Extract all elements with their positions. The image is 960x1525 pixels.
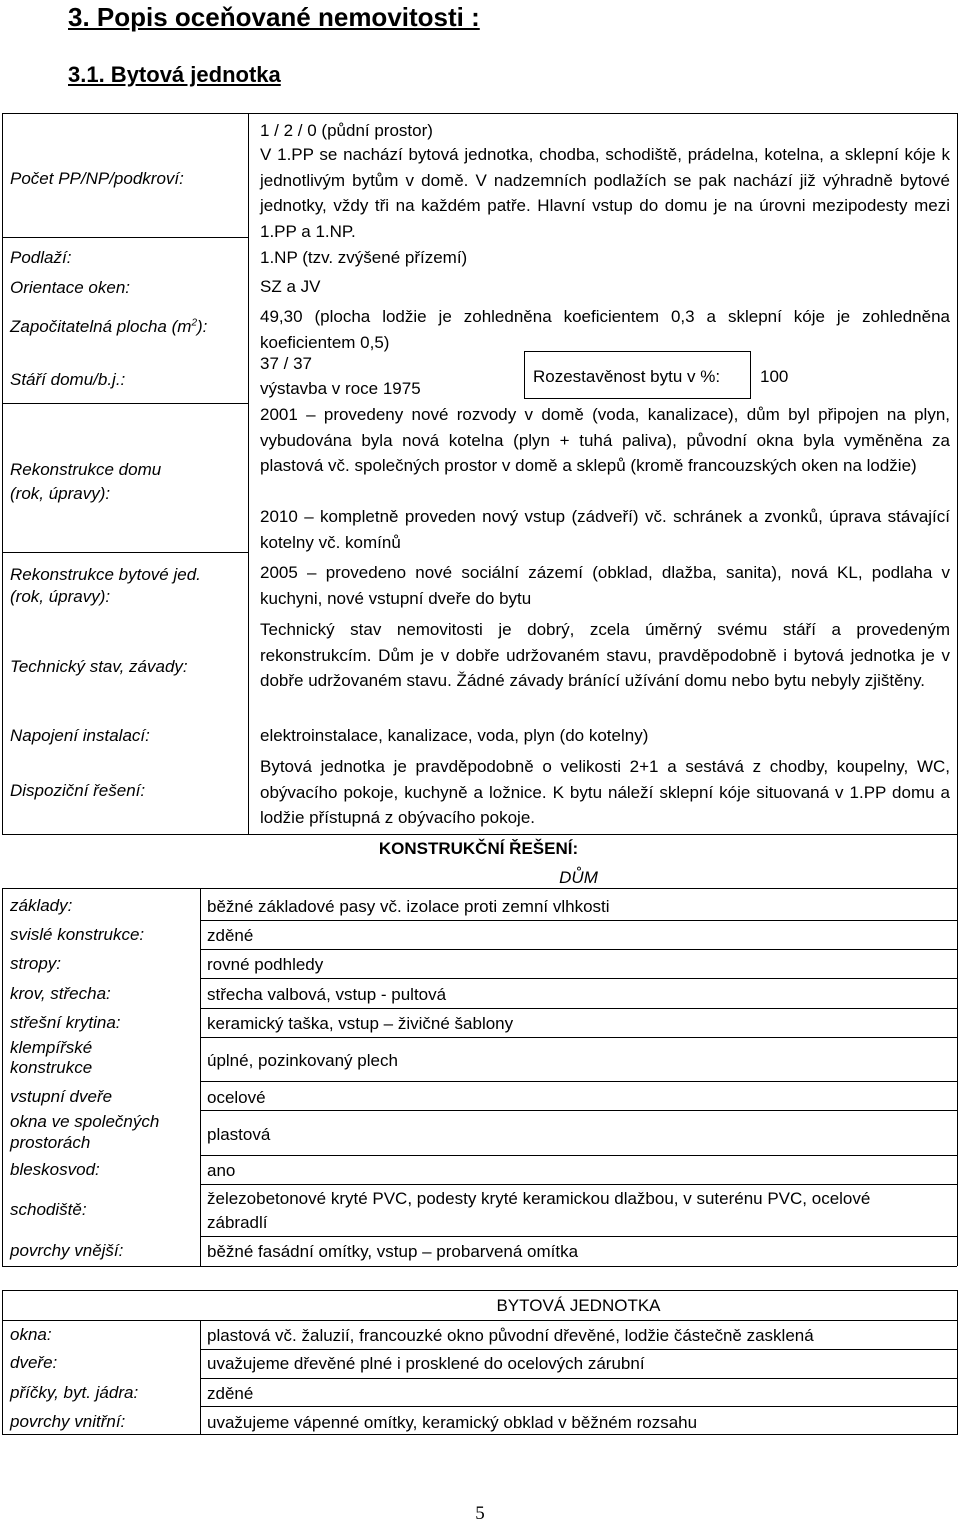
dum-value: rovné podhledy [207,955,324,974]
dum-value: ano [207,1161,236,1180]
label-orientace: Orientace oken: [10,278,131,297]
byt-title: BYTOVÁ JEDNOTKA [496,1296,661,1315]
byt-label: okna: [10,1325,52,1344]
value-vystavba: výstavba v roce 1975 [260,379,421,398]
byt-value: plastová vč. žaluzií, francouzké okno původní dřevěné, lodžie částečně zasklená [207,1326,814,1345]
label-dispozice: Dispoziční řešení: [10,781,146,800]
byt-value: uvažujeme vápenné omítky, keramický obklad v běžném rozsahu [207,1413,698,1432]
section-heading: 3. Popis oceňované nemovitosti : [68,2,480,32]
byt-label: dveře: [10,1353,58,1372]
value-stari: 37 / 37 [260,354,312,373]
dum-label: klempířské [10,1038,93,1057]
label-plocha: Započitatelná plocha $(m^2)$: [10,317,208,336]
value-podlazi: 1.NP (tzv. zvýšené přízemí) [260,248,468,267]
dum-label: prostorách [10,1133,91,1152]
dum-value: běžné fasádní omítky, vstup – probarvená omítka [207,1242,579,1261]
dum-label: schodiště: [10,1200,87,1219]
label-stari: Stáří domu/b.j.: [10,370,126,389]
value-plocha: 49,30 (plocha lodžie je zohledněna koeficientem 0,3 a sklepní kóje je zohledněna koeficientem 0,5) [260,307,950,352]
byt-value: uvažujeme dřevěné plné i prosklené do ocelových zárubní [207,1354,645,1373]
dum-label: povrchy vnější: [10,1241,124,1260]
dum-title: DŮM [559,868,598,887]
label-technicky-stav: Technický stav, závady: [10,657,188,676]
label-rekonstrukce-domu: Rekonstrukce domu [10,460,162,479]
label-podlazi: Podlaží: [10,248,72,267]
value-rekonstrukce-bytu: 2005 – provedeno nové sociální zázemí (obklad, dlažba, sanita), nová KL, podlaha v kuchyni, nové vstupní dveře do bytu [260,563,950,608]
label-rekonstrukce-domu-rok: (rok, úpravy): [10,484,111,503]
dum-label: konstrukce [10,1058,93,1077]
dum-value: keramický taška, vstup – živičné šablony [207,1014,514,1033]
label-rozestavenost: Rozestavěnost bytu v %: [533,367,721,386]
value-pocet: 1 / 2 / 0 (půdní prostor) [260,121,433,140]
value-technicky-stav: Technický stav nemovitosti je dobrý, zcela úměrný svému stáří a provedeným rekonstrukcím. Dům je v dobře udržovaném stavu, pravděpodobně i bytová jednotka je v dobře udržovaném stavu. Žádné závady bránící užívání domu nebo bytu nebyly zjištěny. [260,620,950,690]
byt-label: povrchy vnitřní: [10,1412,126,1431]
dum-label: stropy: [10,954,62,973]
dum-value: úplné, pozinkovaný plech [207,1051,398,1070]
dum-label: vstupní dveře [10,1087,113,1106]
dum-value: ocelové [207,1088,266,1107]
subsection-heading: 3.1. Bytová jednotka [68,62,281,87]
dum-value: železobetonové kryté PVC, podesty kryté keramickou dlažbou, v suterénu PVC, ocelové [207,1189,871,1208]
page-number: 5 [475,1503,485,1524]
value-dispozice: Bytová jednotka je pravděpodobně o velikosti 2+1 a sestává z chodby, koupelny, WC, obývacího pokoje, kuchyně a ložnice. K bytu náleží sklepní kóje situovaná v 1.PP domu a lodžie přístupná z obývacího pokoje. [260,757,950,827]
dum-value: plastová [207,1125,271,1144]
byt-label: příčky, byt. jádra: [10,1383,139,1402]
dum-value: zděné [207,926,254,945]
dum-label: krov, střecha: [10,984,111,1003]
byt-value: zděné [207,1384,254,1403]
value-napojeni: elektroinstalace, kanalizace, voda, plyn (do kotelny) [260,726,649,745]
value-rekonstrukce-2010: 2010 – kompletně proveden nový vstup (zádveří) vč. schránek a zvonků, úprava stávající kotelny vč. komínů [260,507,950,552]
value-orientace: SZ a JV [260,277,321,296]
label-napojeni: Napojení instalací: [10,726,150,745]
konstrukce-title: KONSTRUKČNÍ ŘEŠENÍ: [378,839,579,858]
label-rekonstrukce-bytu-rok: (rok, úpravy): [10,587,111,606]
value-rekonstrukce-2001: 2001 – provedeny nové rozvody v domě (voda, kanalizace), dům byl připojen na plyn, vybudována byla nová kotelna (plyn + tuhá paliva), původní okna byla vyměněna za plastová vč. společných prostor v domě a sklepů (kromě francouzských oken na lodžie) [260,405,950,475]
dum-value: zábradlí [207,1213,268,1232]
label-pocet-podlazi: Počet PP/NP/podkroví: [10,169,184,188]
dum-value: střecha valbová, vstup - pultová [207,985,447,1004]
dum-label: okna ve společných [10,1112,160,1131]
value-pocet-popis: V 1.PP se nachází bytová jednotka, chodba, schodiště, prádelna, kotelna, a sklepní kóje k jednotlivým bytům v domě. V nadzemních podlažích se pak nachází již výhradně bytové jednotky, vždy tři na každém patře. Hlavní vstup do domu je na úrovni mezipodesty mezi 1.PP a 1.NP. [260,145,950,241]
dum-label: střešní krytina: [10,1013,121,1032]
dum-label: svislé konstrukce: [10,925,145,944]
label-rekonstrukce-bytu: Rekonstrukce bytové jed. [10,565,201,584]
dum-label: bleskosvod: [10,1160,100,1179]
value-rozestavenost: 100 [760,367,789,386]
dum-value: běžné základové pasy vč. izolace proti zemní vlhkosti [207,897,610,916]
dum-label: základy: [10,896,73,915]
